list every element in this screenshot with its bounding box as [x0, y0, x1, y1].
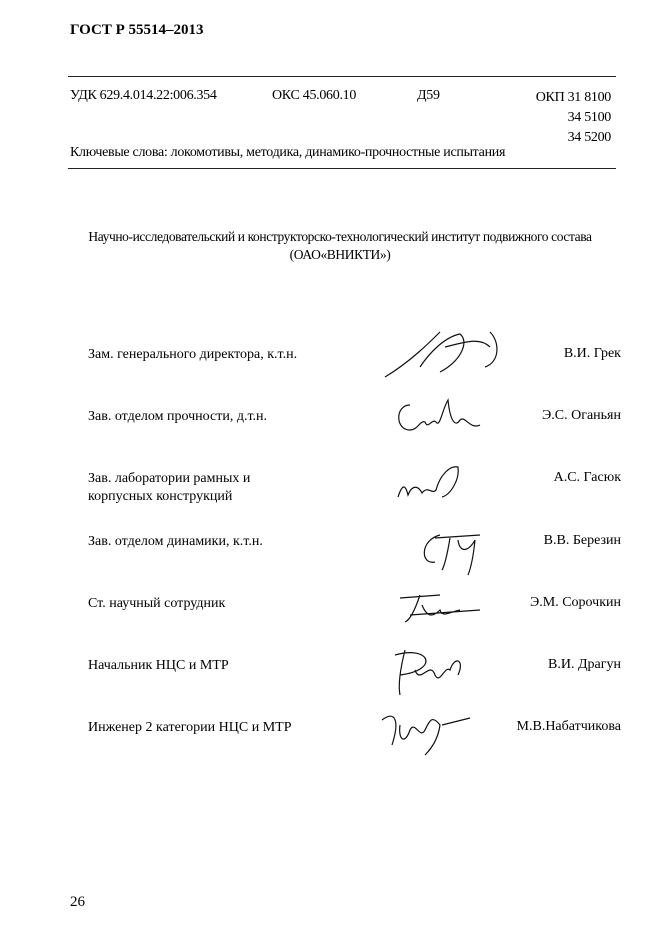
signatory-role: Зав. отделом динамики, к.т.н.	[88, 534, 263, 549]
signatory-name: В.В. Березин	[543, 533, 621, 548]
signature-image	[370, 640, 520, 700]
signature-image	[370, 455, 520, 515]
standard-header: ГОСТ Р 55514–2013	[70, 22, 204, 38]
signature-image	[370, 580, 520, 640]
oks-code: ОКС 45.060.10	[272, 88, 357, 103]
okp-codes	[536, 88, 611, 148]
keywords: Ключевые слова: локомотивы, методика, динамико-прочностные испытания	[70, 145, 506, 160]
signatory-role: Зам. генерального директора, к.т.н.	[88, 347, 298, 362]
okp-code: 34 5200	[567, 130, 611, 145]
signatory-role: Ст. научный сотрудник	[88, 596, 226, 611]
top-rule	[68, 76, 616, 77]
signature-image	[370, 700, 520, 760]
signature-image	[370, 322, 520, 382]
signature-image	[370, 390, 520, 450]
okp-code: 34 5100	[567, 110, 611, 125]
institute-abbr: (ОАО«ВНИКТИ»)	[289, 247, 391, 262]
signatory-role: Зав. отделом прочности, д.т.н.	[88, 409, 268, 424]
signatory-name: А.С. Гасюк	[553, 470, 621, 485]
signatory-name: М.В.Набатчикова	[516, 719, 621, 734]
bottom-rule	[68, 168, 616, 169]
page-number: 26	[70, 894, 85, 910]
d-code: Д59	[417, 88, 440, 103]
signatory-name: В.И. Грек	[563, 346, 621, 361]
institute-name: Научно-исследовательский и конструкторско-технологический институт подвижного состава	[88, 229, 592, 244]
signatory-role: Инженер 2 категории НЦС и МТР	[88, 720, 292, 735]
signatory-name: Э.М. Сорочкин	[530, 595, 621, 610]
okp-code: ОКП 31 8100	[535, 90, 611, 105]
udk-code: УДК 629.4.014.22:006.354	[70, 88, 217, 103]
signature-image	[370, 520, 520, 580]
signatory-role: Зав. лаборатории рамных и корпусных конструкций	[88, 471, 251, 504]
signatory-name: Э.С. Оганьян	[542, 408, 621, 423]
signatory-name: В.И. Драгун	[548, 657, 621, 672]
signatory-role: Начальник НЦС и МТР	[88, 658, 229, 673]
